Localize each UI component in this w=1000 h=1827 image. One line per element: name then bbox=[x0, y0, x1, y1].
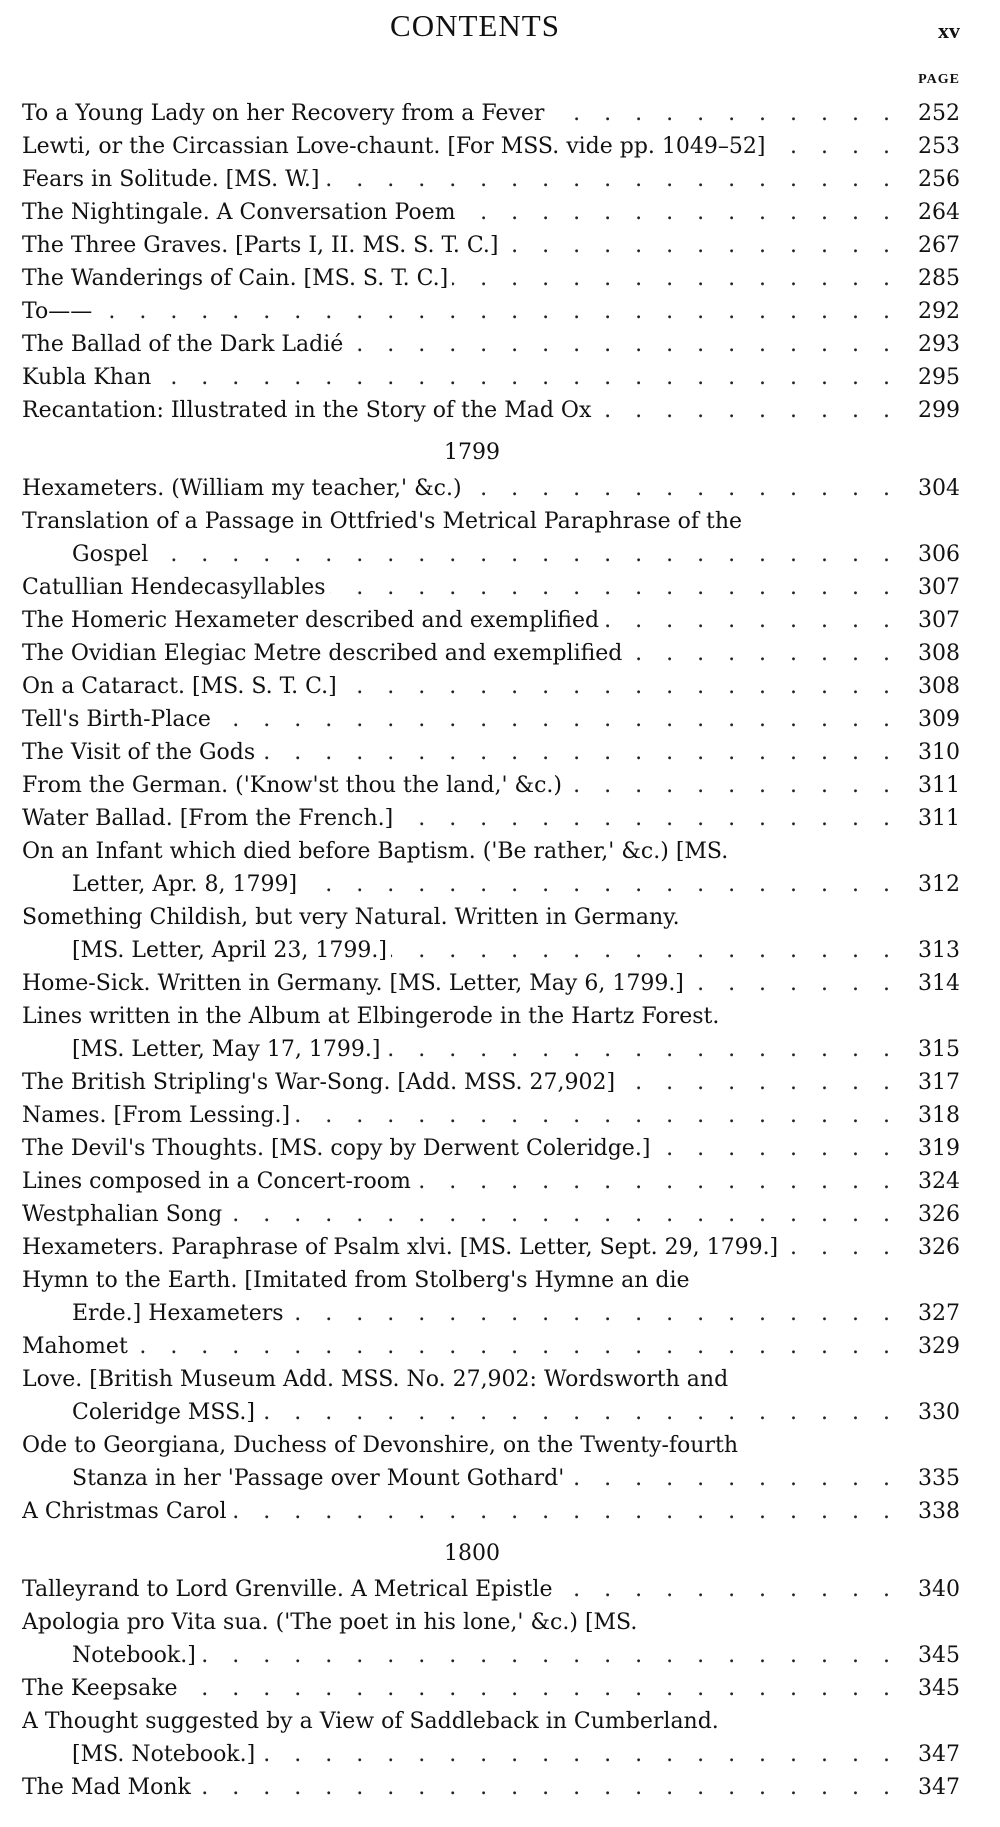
toc-entry-page: 308 bbox=[894, 637, 960, 670]
toc-entry-line bbox=[22, 1264, 960, 1297]
toc-entry-line bbox=[22, 361, 960, 394]
toc-entry-title: Ode to Georgiana, Duchess of Devonshire, on the Twenty-fourth bbox=[22, 1433, 742, 1458]
toc-entry bbox=[22, 1606, 960, 1672]
toc-entry bbox=[22, 262, 960, 295]
toc-entry-title: Hymn to the Earth. [Imitated from Stolberg's Hymne an die bbox=[22, 1268, 694, 1293]
toc-entry-page: 253 bbox=[894, 130, 960, 163]
toc-entry-line bbox=[22, 1429, 960, 1462]
toc-entry-page: 310 bbox=[894, 736, 960, 769]
toc-entry bbox=[22, 769, 960, 802]
toc-entry bbox=[22, 1429, 960, 1495]
toc-entry-title: Translation of a Passage in Ottfried's Metrical Paraphrase of the bbox=[22, 509, 746, 534]
toc-entry bbox=[22, 1198, 960, 1231]
toc-entry bbox=[22, 229, 960, 262]
toc-entry-title: Names. [From Lessing.] bbox=[22, 1103, 294, 1128]
toc-entry bbox=[22, 394, 960, 427]
toc-entry bbox=[22, 1099, 960, 1132]
toc-entry-line bbox=[22, 967, 960, 1000]
toc-entry-title: Lines composed in a Concert-room bbox=[22, 1169, 415, 1194]
toc-entry-page: 340 bbox=[894, 1573, 960, 1606]
toc-entry bbox=[22, 1264, 960, 1330]
toc-entry-line bbox=[22, 670, 960, 703]
toc-entry-title: Westphalian Song bbox=[22, 1202, 226, 1227]
toc-entry-title: Stanza in her 'Passage over Mount Gothard' bbox=[72, 1466, 568, 1491]
toc-entry-page: 292 bbox=[894, 295, 960, 328]
toc-entry-page: 267 bbox=[894, 229, 960, 262]
toc-entry-title: Fears in Solitude. [MS. W.] bbox=[22, 167, 323, 192]
toc-entry bbox=[22, 1705, 960, 1771]
toc-entry-page: 299 bbox=[894, 394, 960, 427]
page-column-label: PAGE bbox=[918, 72, 960, 87]
toc-entry-line bbox=[22, 472, 960, 505]
toc-entry-line bbox=[22, 1165, 960, 1198]
toc-entry-page: 256 bbox=[894, 163, 960, 196]
toc-entry bbox=[22, 835, 960, 901]
toc-entry-title: Coleridge MSS.] bbox=[72, 1400, 259, 1425]
toc-entry-line bbox=[22, 1606, 960, 1639]
toc-entry-title: [MS. Notebook.] bbox=[72, 1742, 259, 1767]
toc-entry-page: 293 bbox=[894, 328, 960, 361]
toc-entry-line bbox=[22, 1672, 960, 1705]
toc-entry-line bbox=[22, 571, 960, 604]
toc-entry bbox=[22, 295, 960, 328]
toc-entry-line bbox=[22, 901, 960, 934]
toc-entry bbox=[22, 604, 960, 637]
toc-entry-line bbox=[22, 802, 960, 835]
toc-entry-page: 347 bbox=[894, 1738, 960, 1771]
toc-entry-line bbox=[22, 394, 960, 427]
toc-entry-title: Lewti, or the Circassian Love-chaunt. [For MSS. vide pp. 1049–52] bbox=[22, 134, 770, 159]
year-heading: 1799 bbox=[444, 440, 500, 465]
toc-entry-page: 252 bbox=[894, 97, 960, 130]
toc-entry-line bbox=[22, 538, 960, 571]
toc-entry-page: 335 bbox=[894, 1462, 960, 1495]
toc-entry bbox=[22, 1495, 960, 1528]
toc-entry-title: Kubla Khan bbox=[22, 365, 155, 390]
toc-entry bbox=[22, 1771, 960, 1804]
toc-entry-page: 345 bbox=[894, 1672, 960, 1705]
toc-entry-page: 313 bbox=[894, 934, 960, 967]
toc-entry-page: 311 bbox=[894, 769, 960, 802]
toc-entry-line bbox=[22, 1066, 960, 1099]
toc-entry bbox=[22, 703, 960, 736]
toc-entry-title: The Ballad of the Dark Ladié bbox=[22, 332, 347, 357]
toc-entry-page: 285 bbox=[894, 262, 960, 295]
year-heading: 1800 bbox=[444, 1541, 500, 1566]
toc-entry-page: 329 bbox=[894, 1330, 960, 1363]
toc-entry-page: 326 bbox=[894, 1198, 960, 1231]
toc-entry bbox=[22, 97, 960, 130]
toc-entry bbox=[22, 505, 960, 571]
toc-entry-line bbox=[22, 196, 960, 229]
toc-entry bbox=[22, 328, 960, 361]
toc-entry-line bbox=[22, 1033, 960, 1066]
toc-entry-line bbox=[22, 703, 960, 736]
toc-entry-title: Letter, Apr. 8, 1799] bbox=[72, 872, 301, 897]
toc-entry-line bbox=[22, 868, 960, 901]
toc-entry-page: 338 bbox=[894, 1495, 960, 1528]
toc-entry-page: 330 bbox=[894, 1396, 960, 1429]
toc-entry-page: 326 bbox=[894, 1231, 960, 1264]
toc-entry-page: 307 bbox=[894, 604, 960, 637]
toc-entry-title: Catullian Hendecasyllables bbox=[22, 575, 330, 600]
toc-entry-title: The Three Graves. [Parts I, II. MS. S. T. C.] bbox=[22, 233, 503, 258]
toc-entry-line bbox=[22, 1132, 960, 1165]
toc-entry-title: [MS. Letter, April 23, 1799.] bbox=[72, 938, 391, 963]
toc-entry-line bbox=[22, 1231, 960, 1264]
toc-entry-title: Lines written in the Album at Elbingerode in the Hartz Forest. bbox=[22, 1004, 723, 1029]
page-number: xv bbox=[938, 18, 960, 43]
toc-entry-line bbox=[22, 1363, 960, 1396]
toc-entry-page: 312 bbox=[894, 868, 960, 901]
toc-entry-line bbox=[22, 229, 960, 262]
toc-entry-page: 311 bbox=[894, 802, 960, 835]
toc-entry-title: Home-Sick. Written in Germany. [MS. Letter, May 6, 1799.] bbox=[22, 971, 688, 996]
toc-entry-page: 304 bbox=[894, 472, 960, 505]
toc-entry bbox=[22, 670, 960, 703]
toc-entry bbox=[22, 1231, 960, 1264]
toc-entry-title: Hexameters. Paraphrase of Psalm xlvi. [MS. Letter, Sept. 29, 1799.] bbox=[22, 1235, 782, 1260]
toc-entry-page: 319 bbox=[894, 1132, 960, 1165]
toc-entry-line bbox=[22, 1462, 960, 1495]
toc-entry-page: 317 bbox=[894, 1066, 960, 1099]
toc-entry-page: 306 bbox=[894, 538, 960, 571]
toc-entry-title: Hexameters. (William my teacher,' &c.) bbox=[22, 476, 466, 501]
toc-entry-line bbox=[22, 262, 960, 295]
toc-entry bbox=[22, 130, 960, 163]
toc-entry-title: To—— bbox=[22, 299, 96, 324]
toc-entry-line bbox=[22, 1000, 960, 1033]
toc-entry-line bbox=[22, 163, 960, 196]
toc-entry-title: The Keepsake bbox=[22, 1676, 182, 1701]
toc-entry-page: 324 bbox=[894, 1165, 960, 1198]
toc-entry-line bbox=[22, 1771, 960, 1804]
toc-entry-title: To a Young Lady on her Recovery from a Fever bbox=[22, 101, 548, 126]
toc-entry bbox=[22, 1363, 960, 1429]
toc-entry bbox=[22, 1066, 960, 1099]
toc-entry bbox=[22, 967, 960, 1000]
toc-entry-title: Tell's Birth-Place bbox=[22, 707, 215, 732]
toc-entry-title: The Wanderings of Cain. [MS. S. T. C.] bbox=[22, 266, 452, 291]
toc-entry-page: 307 bbox=[894, 571, 960, 604]
toc-entry-line bbox=[22, 1330, 960, 1363]
toc-entry-page: 264 bbox=[894, 196, 960, 229]
toc-entry-title: Mahomet bbox=[22, 1334, 132, 1359]
toc-entry-line bbox=[22, 97, 960, 130]
toc-entry-line bbox=[22, 1573, 960, 1606]
dot-leader bbox=[22, 295, 890, 328]
toc-entry-line bbox=[22, 934, 960, 967]
toc-entry-page: 314 bbox=[894, 967, 960, 1000]
toc-entry bbox=[22, 196, 960, 229]
dot-leader bbox=[72, 538, 890, 571]
toc-entry-title: Recantation: Illustrated in the Story of the Mad Ox bbox=[22, 398, 595, 423]
toc-entry bbox=[22, 163, 960, 196]
toc-entry bbox=[22, 1000, 960, 1066]
toc-entry-line bbox=[22, 1099, 960, 1132]
toc-entry-line bbox=[22, 505, 960, 538]
toc-entry-page: 347 bbox=[894, 1771, 960, 1804]
toc-entry-line bbox=[22, 604, 960, 637]
toc-entry bbox=[22, 1132, 960, 1165]
toc-entry-page: 345 bbox=[894, 1639, 960, 1672]
toc-entry-title: From the German. ('Know'st thou the land,' &c.) bbox=[22, 773, 566, 798]
toc-entry-title: Notebook.] bbox=[72, 1643, 200, 1668]
toc-entry bbox=[22, 361, 960, 394]
toc-entry-line bbox=[22, 1198, 960, 1231]
toc-entry-title: A Christmas Carol bbox=[22, 1499, 231, 1524]
toc-entry-title: The Visit of the Gods bbox=[22, 740, 259, 765]
toc-entry-title: The Nightingale. A Conversation Poem bbox=[22, 200, 460, 225]
toc-entry-line bbox=[22, 295, 960, 328]
toc-entry-page: 308 bbox=[894, 670, 960, 703]
toc-entry-line bbox=[22, 1297, 960, 1330]
toc-entry-title: Apologia pro Vita sua. ('The poet in his lone,' &c.) [MS. bbox=[22, 1610, 641, 1635]
toc-entry-page: 309 bbox=[894, 703, 960, 736]
toc-entry-title: Talleyrand to Lord Grenville. A Metrical Epistle bbox=[22, 1577, 556, 1602]
toc-entry-title: Love. [British Museum Add. MSS. No. 27,902: Wordsworth and bbox=[22, 1367, 732, 1392]
toc-entry-line bbox=[22, 328, 960, 361]
toc-entry-line bbox=[22, 1495, 960, 1528]
dot-leader bbox=[22, 1330, 890, 1363]
toc-entry-line bbox=[22, 1705, 960, 1738]
toc-entry-line bbox=[22, 769, 960, 802]
toc-entry bbox=[22, 472, 960, 505]
toc-entry bbox=[22, 1672, 960, 1705]
toc-entry bbox=[22, 571, 960, 604]
running-head bbox=[0, 8, 1000, 48]
toc-entry bbox=[22, 802, 960, 835]
toc-entry-title: Gospel bbox=[72, 542, 152, 567]
toc-entry-page: 295 bbox=[894, 361, 960, 394]
toc-entry bbox=[22, 736, 960, 769]
toc-entry-title: Water Ballad. [From the French.] bbox=[22, 806, 397, 831]
toc-entry bbox=[22, 901, 960, 967]
toc-entry-page: 327 bbox=[894, 1297, 960, 1330]
toc-entry-line bbox=[22, 130, 960, 163]
toc-entry bbox=[22, 637, 960, 670]
toc-entry-title: On a Cataract. [MS. S. T. C.] bbox=[22, 674, 341, 699]
toc-entry-title: The British Stripling's War-Song. [Add. MSS. 27,902] bbox=[22, 1070, 619, 1095]
toc-entry-line bbox=[22, 1738, 960, 1771]
toc-entry-title: The Ovidian Elegiac Metre described and exemplified bbox=[22, 641, 626, 666]
page-title: CONTENTS bbox=[390, 8, 560, 43]
toc-entry-line bbox=[22, 736, 960, 769]
toc-entry bbox=[22, 1330, 960, 1363]
toc-entry-page: 318 bbox=[894, 1099, 960, 1132]
toc-entry-title: Something Childish, but very Natural. Written in Germany. bbox=[22, 905, 684, 930]
toc-entry bbox=[22, 1573, 960, 1606]
toc-entry-title: On an Infant which died before Baptism. ('Be rather,' &c.) [MS. bbox=[22, 839, 732, 864]
toc-entry bbox=[22, 1165, 960, 1198]
toc-entry-title: [MS. Letter, May 17, 1799.] bbox=[72, 1037, 384, 1062]
toc-entry-title: A Thought suggested by a View of Saddleback in Cumberland. bbox=[22, 1709, 723, 1734]
toc-entry-page: 315 bbox=[894, 1033, 960, 1066]
toc-entry-line bbox=[22, 1639, 960, 1672]
toc-entry-title: The Homeric Hexameter described and exemplified bbox=[22, 608, 603, 633]
toc-entry-line bbox=[22, 1396, 960, 1429]
table-of-contents bbox=[22, 97, 960, 1804]
toc-entry-line bbox=[22, 835, 960, 868]
toc-entry-line bbox=[22, 637, 960, 670]
toc-entry-title: The Devil's Thoughts. [MS. copy by Derwent Coleridge.] bbox=[22, 1136, 654, 1161]
toc-entry-title: The Mad Monk bbox=[22, 1775, 195, 1800]
toc-entry-title: Erde.] Hexameters bbox=[72, 1301, 288, 1326]
